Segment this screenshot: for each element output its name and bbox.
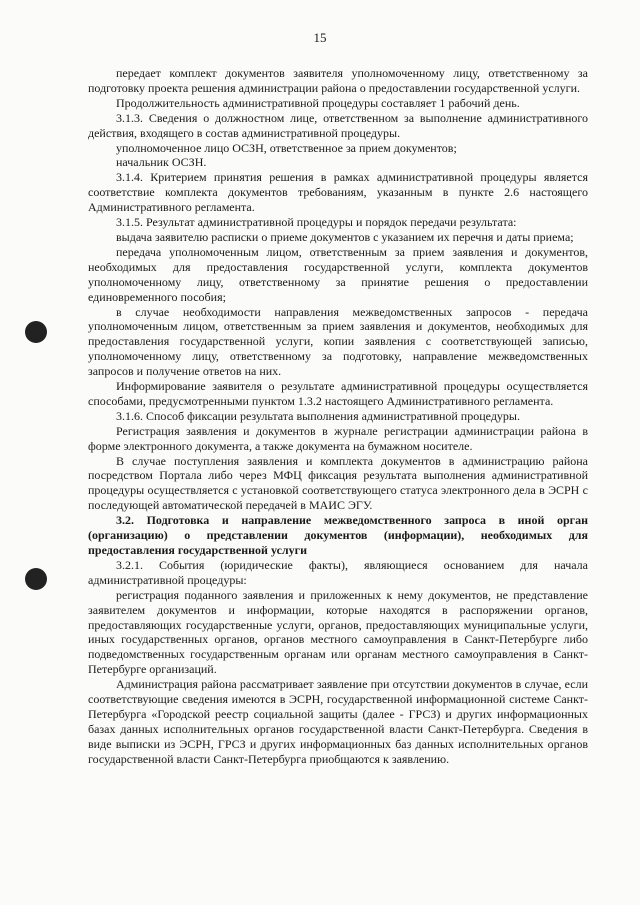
paragraph: Регистрация заявления и документов в журнале регистрации администрации района в форме электронного документа, а также документа на бумажном носителе. bbox=[88, 423, 588, 453]
punch-hole-lower bbox=[25, 568, 47, 590]
paragraph: в случае необходимости направления межведомственных запросов - передача уполномоченным лицом, ответственным за прием заявления и документов, необходимых для предоставления государственной услуги, копии заявления с соответствующей записью, уполномоченному лицу, ответственному за подготовку, направление межведомственных запросов и получение ответов на них. bbox=[88, 304, 588, 379]
paragraph: уполномоченное лицо ОСЗН, ответственное за прием документов; bbox=[116, 140, 457, 155]
punch-hole-upper bbox=[25, 321, 47, 343]
document-body bbox=[88, 66, 588, 767]
paragraph: Продолжительность административной процедуры составляет 1 рабочий день. bbox=[116, 95, 520, 110]
paragraph: передача уполномоченным лицом, ответственным за прием заявления и документов, необходимых для предоставления государственной услуги, комплекта документов уполномоченному лицу, ответственному за принятие решения о предоставлении единовременного пособия; bbox=[88, 244, 588, 304]
page-number: 15 bbox=[313, 30, 327, 45]
paragraph: передает комплект документов заявителя уполномоченному лицу, ответственному за подготовку проекта решения администрации района о предоставлении государственной услуги. bbox=[88, 66, 588, 95]
paragraph: 3.1.3. Сведения о должностном лице, ответственном за выполнение административного действия, входящего в состав административной процедуры. bbox=[88, 110, 588, 140]
paragraph: В случае поступления заявления и комплекта документов в администрацию района посредством Портала либо через МФЦ фиксация результата выполнения административной процедуры осуществляется с установкой соответствующего статуса электронного дела в ЭСРН с последующей автоматической передачей в МАИС ЭГУ. bbox=[88, 453, 588, 513]
paragraph: начальник ОСЗН. bbox=[116, 155, 207, 170]
paragraph: 3.1.6. Способ фиксации результата выполнения административной процедуры. bbox=[116, 408, 520, 423]
paragraph: выдача заявителю расписки о приеме документов с указанием их перечня и даты приема; bbox=[116, 229, 574, 244]
paragraph: Администрация района рассматривает заявление при отсутствии документов в случае, если соответствующие сведения имеются в ЭСРН, государственной информационной системе Санкт-Петербурга «Городской реестр социальной защиты (далее - ГРСЗ) и других информационных базах данных исполнительных органов государственной власти Санкт-Петербурга. Сведения в виде выписки из ЭСРН, ГРСЗ и других информационных баз данных исполнительных органов государственной власти Санкт-Петербурга приобщаются к заявлению. bbox=[88, 677, 588, 766]
section-heading: 3.2. Подготовка и направление межведомственного запроса в иной орган (организацию) о представлении документов (информации), необходимых для предоставления государственной услуги bbox=[88, 513, 588, 557]
paragraph: 3.2.1. События (юридические факты), являющиеся основанием для начала административной процедуры: bbox=[88, 557, 588, 587]
paragraph: 3.1.4. Критерием принятия решения в рамках административной процедуры является соответствие комплекта документов требованиям, указанным в пункте 2.6 настоящего Административного регламента. bbox=[88, 170, 588, 215]
paragraph: регистрация поданного заявления и приложенных к нему документов, не представление заявителем документов и информации, которые находятся в распоряжении органов, предоставляющих государственные услуги, органов, предоставляющих муниципальные услуги, иных государственных органов, органов местного самоуправления в Санкт-Петербурге либо подведомственных государственным органам или органам местного самоуправления в Санкт-Петербурге организаций. bbox=[88, 587, 588, 677]
paragraph: Информирование заявителя о результате административной процедуры осуществляется способами, предусмотренными пунктом 1.3.2 настоящего Административного регламента. bbox=[88, 379, 588, 408]
paragraph: 3.1.5. Результат административной процедуры и порядок передачи результата: bbox=[116, 215, 517, 230]
